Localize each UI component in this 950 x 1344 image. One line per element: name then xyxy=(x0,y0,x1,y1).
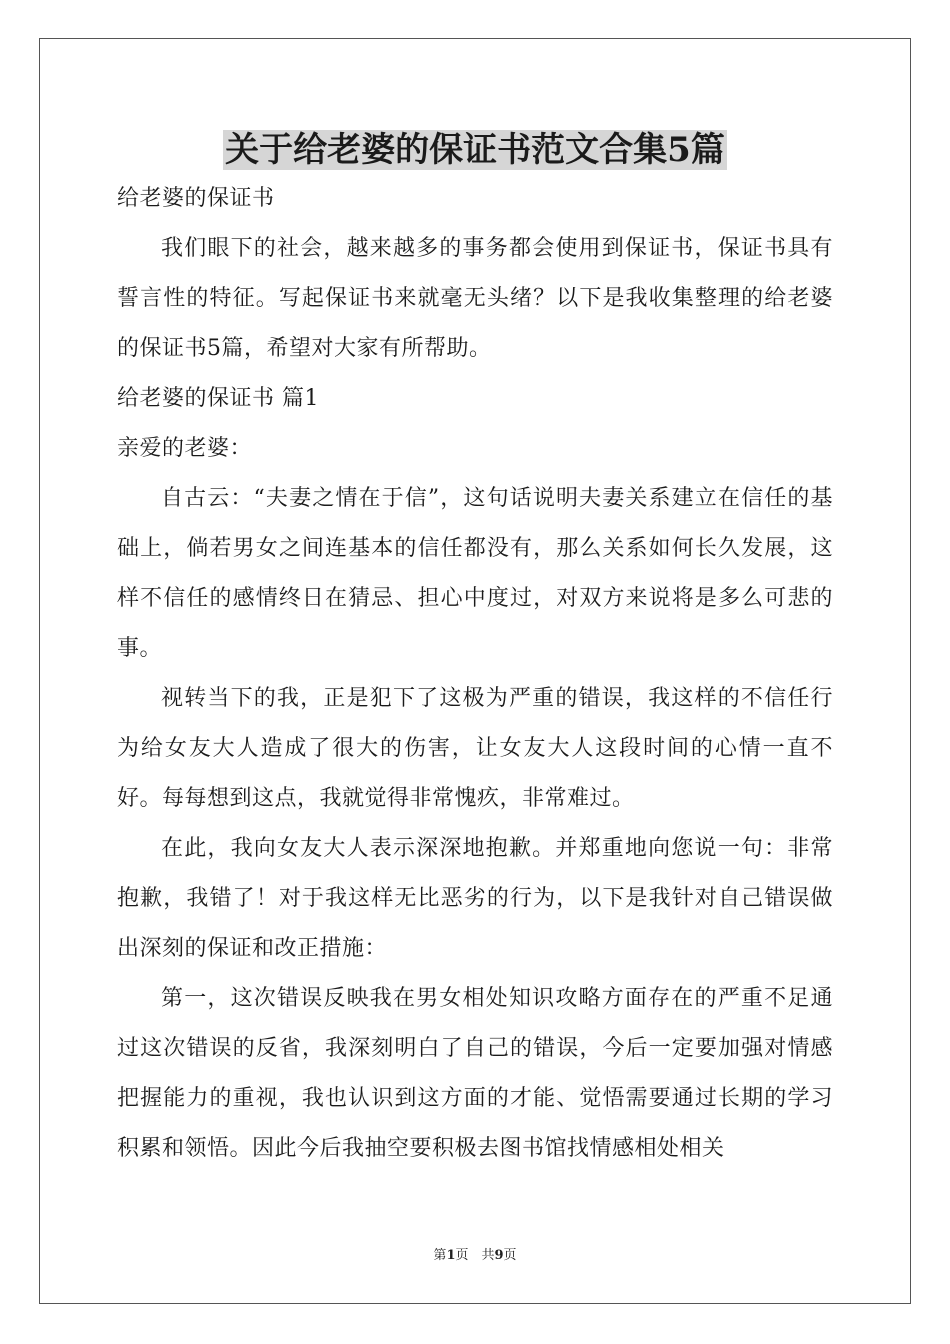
paragraph-5: 视转当下的我，正是犯下了这极为严重的错误，我这样的不信任行为给女友大人造成了很大的伤害，让女友大人这段时间的心情一直不好。每每想到这点，我就觉得非常愧疚，非常难过。 xyxy=(117,686,833,811)
footer-mid: 页 共 xyxy=(455,1248,495,1263)
paragraph-7: 第一，这次错误反映我在男女相处知识攻略方面存在的严重不足通过这次错误的反省，我深刻明白了自己的错误，今后一定要加强对情感把握能力的重视，我也认识到这方面的才能、觉悟需要通过长期的学习积累和领悟。因此今后我抽空要积极去图书馆找情感相处相关 xyxy=(117,986,833,1161)
paragraph-2: 给老婆的保证书 篇1 xyxy=(117,386,319,411)
document-body xyxy=(117,174,833,1174)
paragraph-3: 亲爱的老婆： xyxy=(117,436,253,461)
paragraph-6: 在此，我向女友大人表示深深地抱歉。并郑重地向您说一句：非常抱歉，我错了！对于我这样无比恶劣的行为，以下是我针对自己错误做出深刻的保证和改正措施： xyxy=(117,836,833,961)
paragraph-4: 自古云：“夫妻之情在于信”，这句话说明夫妻关系建立在信任的基础上，倘若男女之间连基本的信任都没有，那么关系如何长久发展，这样不信任的感情终日在猜忌、担心中度过，对双方来说将是多么可悲的事。 xyxy=(117,486,833,661)
footer-prefix: 第 xyxy=(433,1248,447,1263)
page-footer xyxy=(0,1244,950,1263)
page-current-number: 1 xyxy=(446,1248,456,1263)
page-total-number: 9 xyxy=(494,1248,504,1263)
paragraph-1: 我们眼下的社会，越来越多的事务都会使用到保证书，保证书具有誓言性的特征。写起保证书来就毫无头绪？以下是我收集整理的给老婆的保证书5篇，希望对大家有所帮助。 xyxy=(117,236,833,361)
paragraph-0: 给老婆的保证书 xyxy=(117,186,275,211)
document-title: 关于给老婆的保证书范文合集5篇 xyxy=(225,130,725,170)
footer-suffix: 页 xyxy=(503,1248,517,1263)
